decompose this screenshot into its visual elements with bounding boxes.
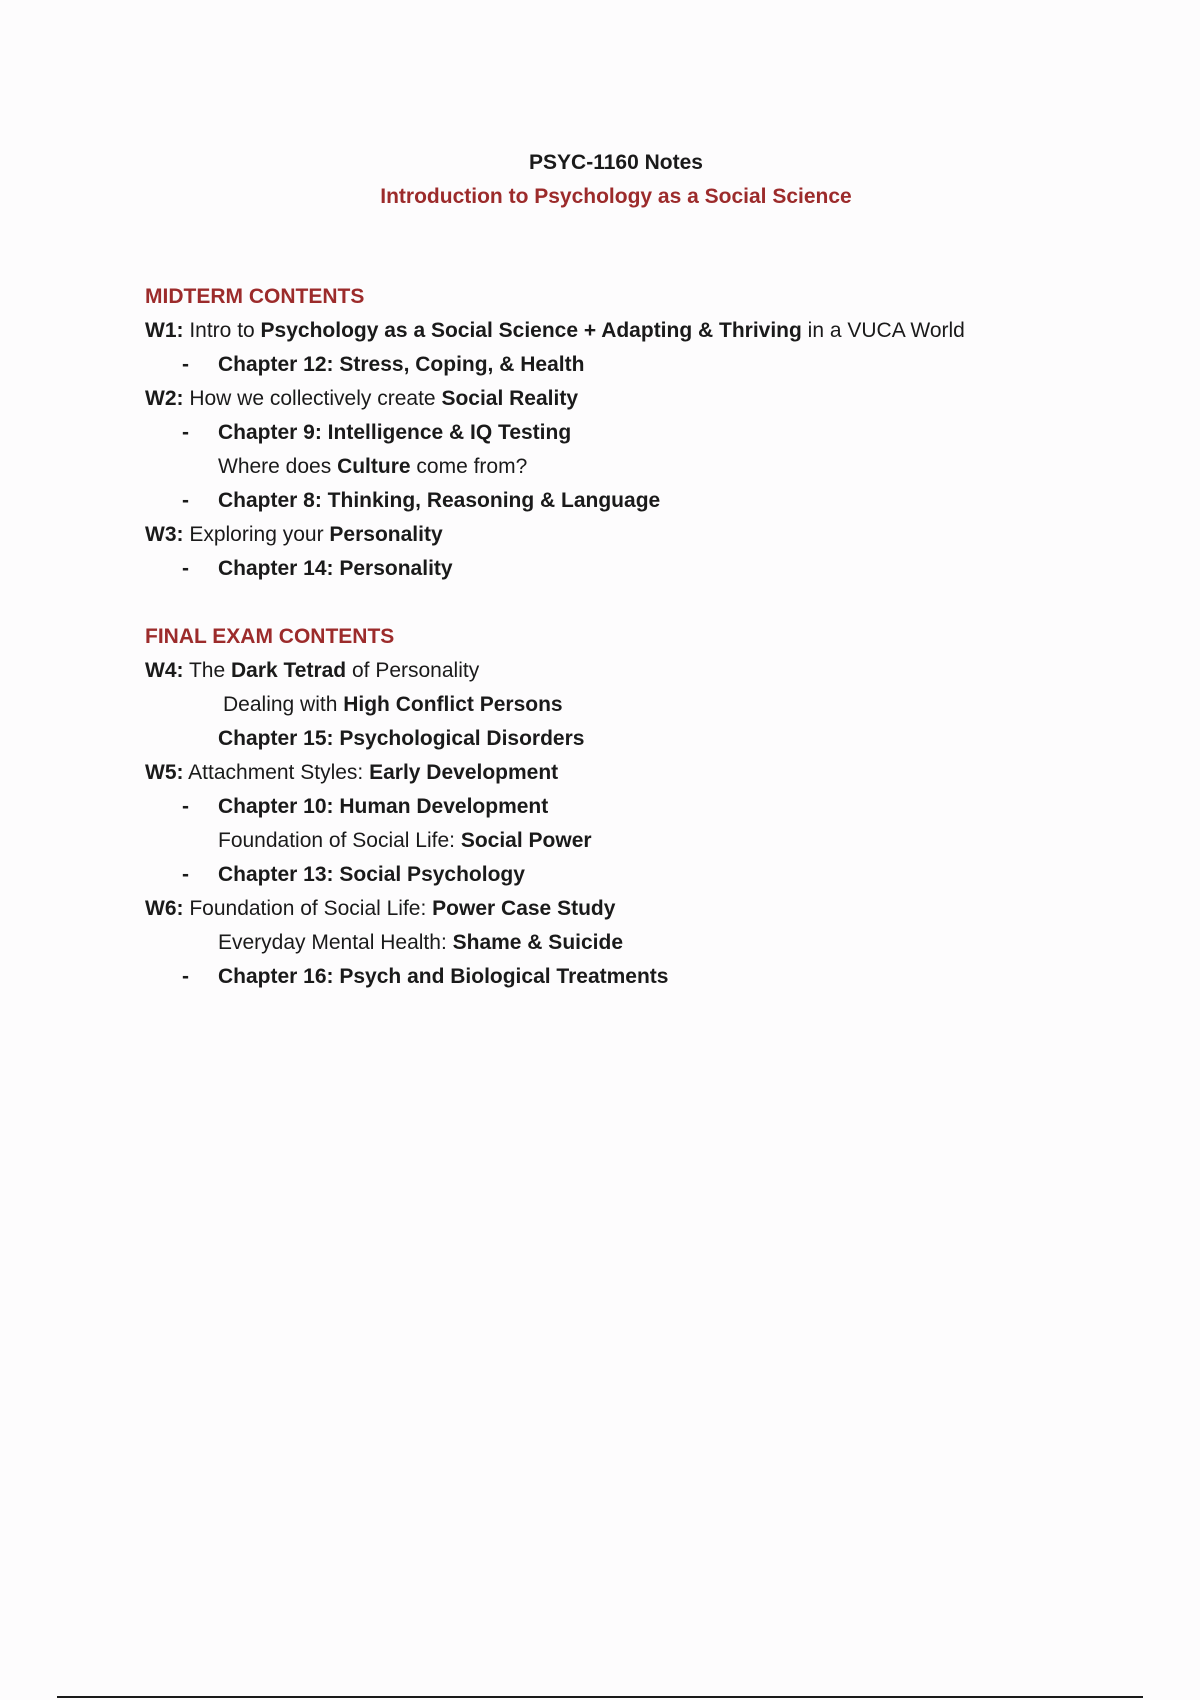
week-1-line: [145, 314, 1145, 348]
topic-line: [145, 688, 1145, 722]
chapter-title: Chapter 16: Psych and Biological Treatments: [218, 965, 669, 988]
bullet-dash: -: [182, 489, 189, 512]
chapter-line: [145, 722, 1145, 756]
week-topic: Early Development: [369, 761, 559, 784]
chapter-title: Chapter 14: Personality: [218, 557, 453, 580]
week-label: W5:: [145, 761, 184, 784]
week-5-line: [145, 756, 1145, 790]
page-title: PSYC-1160 Notes: [529, 151, 703, 174]
topic-text: come from?: [410, 455, 528, 478]
chapter-line: [145, 790, 1145, 824]
week-label: W3:: [145, 523, 184, 546]
chapter-title: Chapter 10: Human Development: [218, 795, 549, 818]
bullet-dash: -: [182, 795, 189, 818]
midterm-heading: MIDTERM CONTENTS: [145, 285, 365, 308]
week-label: W6:: [145, 897, 184, 920]
bullet-dash: -: [182, 353, 189, 376]
chapter-title: Chapter 8: Thinking, Reasoning & Language: [218, 489, 661, 512]
topic-bold: Culture: [337, 455, 411, 478]
topic-line: [145, 926, 1145, 960]
chapter-line: [145, 858, 1145, 892]
topic-text: Foundation of Social Life:: [218, 829, 461, 852]
week-topic: Power Case Study: [432, 897, 616, 920]
topic-bold: High Conflict Persons: [343, 693, 563, 716]
topic-text: Where does: [218, 455, 338, 478]
topic-text: Everyday Mental Health:: [218, 931, 453, 954]
contents-list: [145, 280, 1145, 994]
topic-bold: Social Power: [460, 829, 592, 852]
topic-line: [145, 450, 1145, 484]
footer-divider: [57, 1696, 1143, 1698]
chapter-title: Chapter 13: Social Psychology: [218, 863, 525, 886]
bullet-dash: -: [182, 863, 189, 886]
page-subtitle: Introduction to Psychology as a Social Science: [380, 185, 852, 208]
bullet-dash: -: [182, 965, 189, 988]
topic-bold: Shame & Suicide: [452, 931, 623, 954]
topic-text: Dealing with: [223, 693, 344, 716]
week-3-line: [145, 518, 1145, 552]
week-text: Attachment Styles:: [183, 761, 370, 784]
week-6-line: [145, 892, 1145, 926]
chapter-line: [145, 552, 1145, 586]
week-label: W1:: [145, 319, 184, 342]
week-text: of Personality: [346, 659, 480, 682]
week-text: The: [183, 659, 231, 682]
week-text: How we collectively create: [183, 387, 442, 410]
title-block: [0, 146, 1200, 214]
chapter-line: [145, 960, 1145, 994]
week-topic: Psychology as a Social Science + Adapting & Thriving: [260, 319, 802, 342]
week-label: W4:: [145, 659, 184, 682]
chapter-title: Chapter 9: Intelligence & IQ Testing: [218, 421, 572, 444]
week-text: Intro to: [183, 319, 261, 342]
chapter-title: Chapter 12: Stress, Coping, & Health: [218, 353, 585, 376]
week-topic: Social Reality: [441, 387, 578, 410]
week-topic: Dark Tetrad: [230, 659, 347, 682]
week-text: in a VUCA World: [801, 319, 965, 342]
chapter-line: [145, 416, 1145, 450]
week-4-line: [145, 654, 1145, 688]
topic-line: [145, 824, 1145, 858]
week-text: Exploring your: [183, 523, 330, 546]
chapter-line: [145, 348, 1145, 382]
week-topic: Personality: [329, 523, 443, 546]
final-heading: FINAL EXAM CONTENTS: [145, 625, 395, 648]
section-spacer: [145, 586, 1145, 620]
week-label: W2:: [145, 387, 184, 410]
bullet-dash: -: [182, 421, 189, 444]
chapter-line: [145, 484, 1145, 518]
week-2-line: [145, 382, 1145, 416]
bullet-dash: -: [182, 557, 189, 580]
week-text: Foundation of Social Life:: [183, 897, 433, 920]
chapter-title: Chapter 15: Psychological Disorders: [218, 727, 585, 750]
